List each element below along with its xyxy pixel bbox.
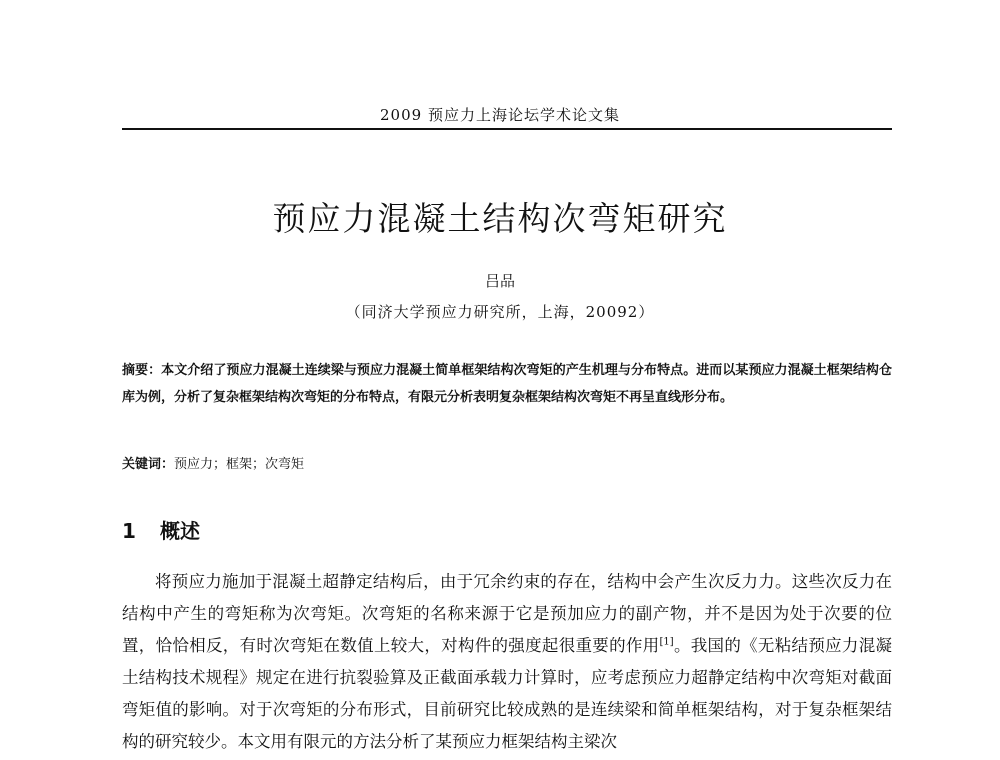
header-rule xyxy=(122,128,892,130)
section-heading xyxy=(122,515,200,544)
author-affiliation: （同济大学预应力研究所，上海，20092） xyxy=(345,303,655,321)
keywords-label: 关键词： xyxy=(122,457,175,472)
section-title: 概述 xyxy=(160,519,200,543)
running-header: 2009 预应力上海论坛学术论文集 xyxy=(380,106,620,124)
citation-ref: [1] xyxy=(659,636,674,648)
section-number: 1 xyxy=(122,519,136,543)
abstract xyxy=(122,357,892,411)
keywords xyxy=(122,453,892,472)
abstract-text: 本文介绍了预应力混凝土连续梁与预应力混凝土简单框架结构次弯矩的产生机理与分布特点。进而以某预应力混凝土框架结构仓库为例，分析了复杂框架结构次弯矩的分布特点，有限元分析表明复杂框架结构次弯矩不再呈直线形分布。 xyxy=(122,363,892,405)
author-name: 吕品 xyxy=(484,272,515,290)
paragraph-text-1: 将预应力施加于混凝土超静定结构后，由于冗余约束的存在，结构中会产生次反力力。这些次反力在结构中产生的弯矩称为次弯矩。次弯矩的名称来源于它是预加应力的副产物，并不是因为处于次要的位置，恰恰相反，有时次弯矩在数值上较大，对构件的强度起很重要的作用 xyxy=(122,572,892,655)
keywords-value: 预应力；框架；次弯矩 xyxy=(174,457,305,472)
paragraph-text-2: 。我国的《无粘结预应力混凝土结构技术规程》规定在进行抗裂验算及正截面承载力计算时，应考虑预应力超静定结构中次弯矩对截面弯矩值的影响。对于次弯矩的分布形式，目前研究比较成熟的是连续梁和简单框架结构，对于复杂框架结构的研究较少。本文用有限元的方法分析了某预应力框架结构主梁次 xyxy=(122,636,893,751)
abstract-label: 摘要： xyxy=(122,363,162,378)
body-paragraph xyxy=(122,566,892,758)
paper-title: 预应力混凝土结构次弯矩研究 xyxy=(272,199,728,238)
